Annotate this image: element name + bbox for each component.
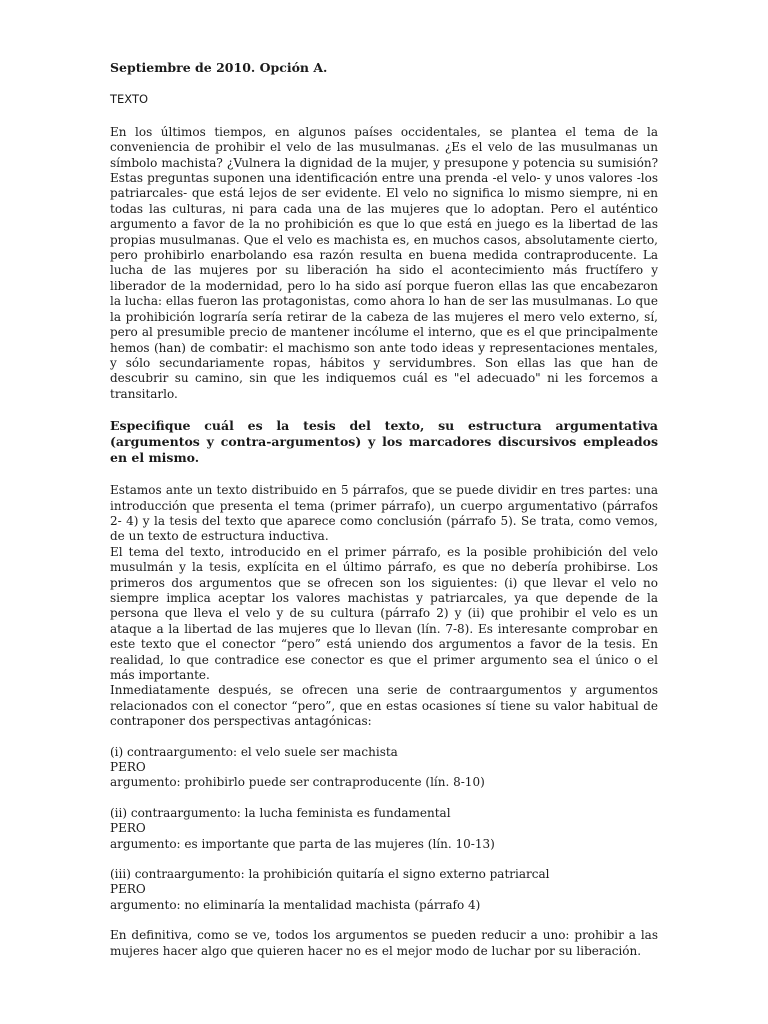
source-text-paragraph: En los últimos tiempos, en algunos países occidentales, se plantea el tema de la conveniencia de prohibir el velo de las musulmanas. ¿Es el velo de las musulmanas un símbolo machista? ¿Vulnera la dignidad de la mujer, y presupone y potencia su sumisión? Estas preguntas suponen una identificación entre una prenda -el velo- y unos valores -los patriarcales- que está lejos de ser evidente. El velo no significa lo mismo siempre, ni en todas las culturas, ni para cada una de las mujeres que lo adoptan. Pero el auténtico argumento a favor de la no prohibición es que lo que está en juego es la libertad de las propias musulmanas. Que el velo es machista es, en muchos casos, absolutamente cierto, pero prohibirlo enarbolando esa razón resulta en buena medida contraproducente. La lucha de las mujeres por su liberación ha sido el acontecimiento más fructífero y liberador de la modernidad, pero lo ha sido así porque fueron ellas las que encabezaron la lucha: ellas fueron las protagonistas, como ahora lo han de ser las musulmanas. Lo que la prohibición lograría sería retirar de la cabeza de las mujeres el mero velo externo, sí, pero al presumible precio de mantener incólume el interno, que es el que principalmente hemos (han) de combatir: el machismo son ante todo ideas y representaciones mentales, y sólo secundariamente ropas, hábitos y servidumbres. Son ellas las que han de descubrir su camino, sin que les indiquemos cuál es "el adecuado" ni les forcemos a transitarlo. <box>110 124 658 401</box>
argument: argumento: no eliminaría la mentalidad machista (párrafo 4) <box>110 897 481 912</box>
question-prompt: Especifique cuál es la tesis del texto, su estructura argumentativa (argumentos y contra-argumentos) y los marcadores discursivos empleados en el mismo. <box>110 418 658 466</box>
counterargument: (ii) contraargumento: la lucha feminista es fundamental <box>110 805 451 820</box>
document-content <box>110 60 658 959</box>
texto-label: TEXTO <box>110 92 149 107</box>
argument-pair-2 <box>110 806 658 852</box>
argument: argumento: es importante que parta de las mujeres (lín. 10-13) <box>110 836 495 851</box>
argument-pair-1 <box>110 745 658 791</box>
connector: PERO <box>110 882 146 897</box>
answer-paragraph-3: Inmediatamente después, se ofrecen una serie de contraargumentos y argumentos relacionados con el conector “pero”, que en estas ocasiones sí tiene su valor habitual de contraponer dos perspectivas antagónicas: <box>110 683 658 729</box>
conclusion-paragraph: En definitiva, como se ve, todos los argumentos se pueden reducir a uno: prohibir a las mujeres hacer algo que quieren hacer no es el mejor modo de luchar por su liberación. <box>110 928 658 958</box>
document-heading: Septiembre de 2010. Opción A. <box>110 60 328 75</box>
connector: PERO <box>110 821 146 836</box>
answer-paragraph-1: Estamos ante un texto distribuido en 5 párrafos, que se puede dividir en tres partes: una introducción que presenta el tema (primer párrafo), un cuerpo argumentativo (párrafos 2- 4) y la tesis del texto que aparece como conclusión (párrafo 5). Se trata, como vemos, de un texto de estructura inductiva. <box>110 483 658 544</box>
answer-paragraph-2: El tema del texto, introducido en el primer párrafo, es la posible prohibición del velo musulmán y la tesis, explícita en el último párrafo, es que no debería prohibirse. Los primeros dos argumentos que se ofrecen son los siguientes: (i) que llevar el velo no siempre implica aceptar los valores machistas y patriarcales, ya que depende de la persona que lleva el velo y de su cultura (párrafo 2) y (ii) que prohibir el velo es un ataque a la libertad de las mujeres que lo llevan (lín. 7-8). Es interesante comprobar en este texto que el conector “pero” está uniendo dos argumentos a favor de la tesis. En realidad, lo que contradice ese conector es que el primer argumento sea el único o el más importante. <box>110 544 658 682</box>
counterargument: (iii) contraargumento: la prohibición quitaría el signo externo patriarcal <box>110 867 550 882</box>
argument-pair-3 <box>110 867 658 913</box>
connector: PERO <box>110 760 146 775</box>
argument: argumento: prohibirlo puede ser contraproducente (lín. 8-10) <box>110 775 485 790</box>
counterargument: (i) contraargumento: el velo suele ser machista <box>110 744 398 759</box>
